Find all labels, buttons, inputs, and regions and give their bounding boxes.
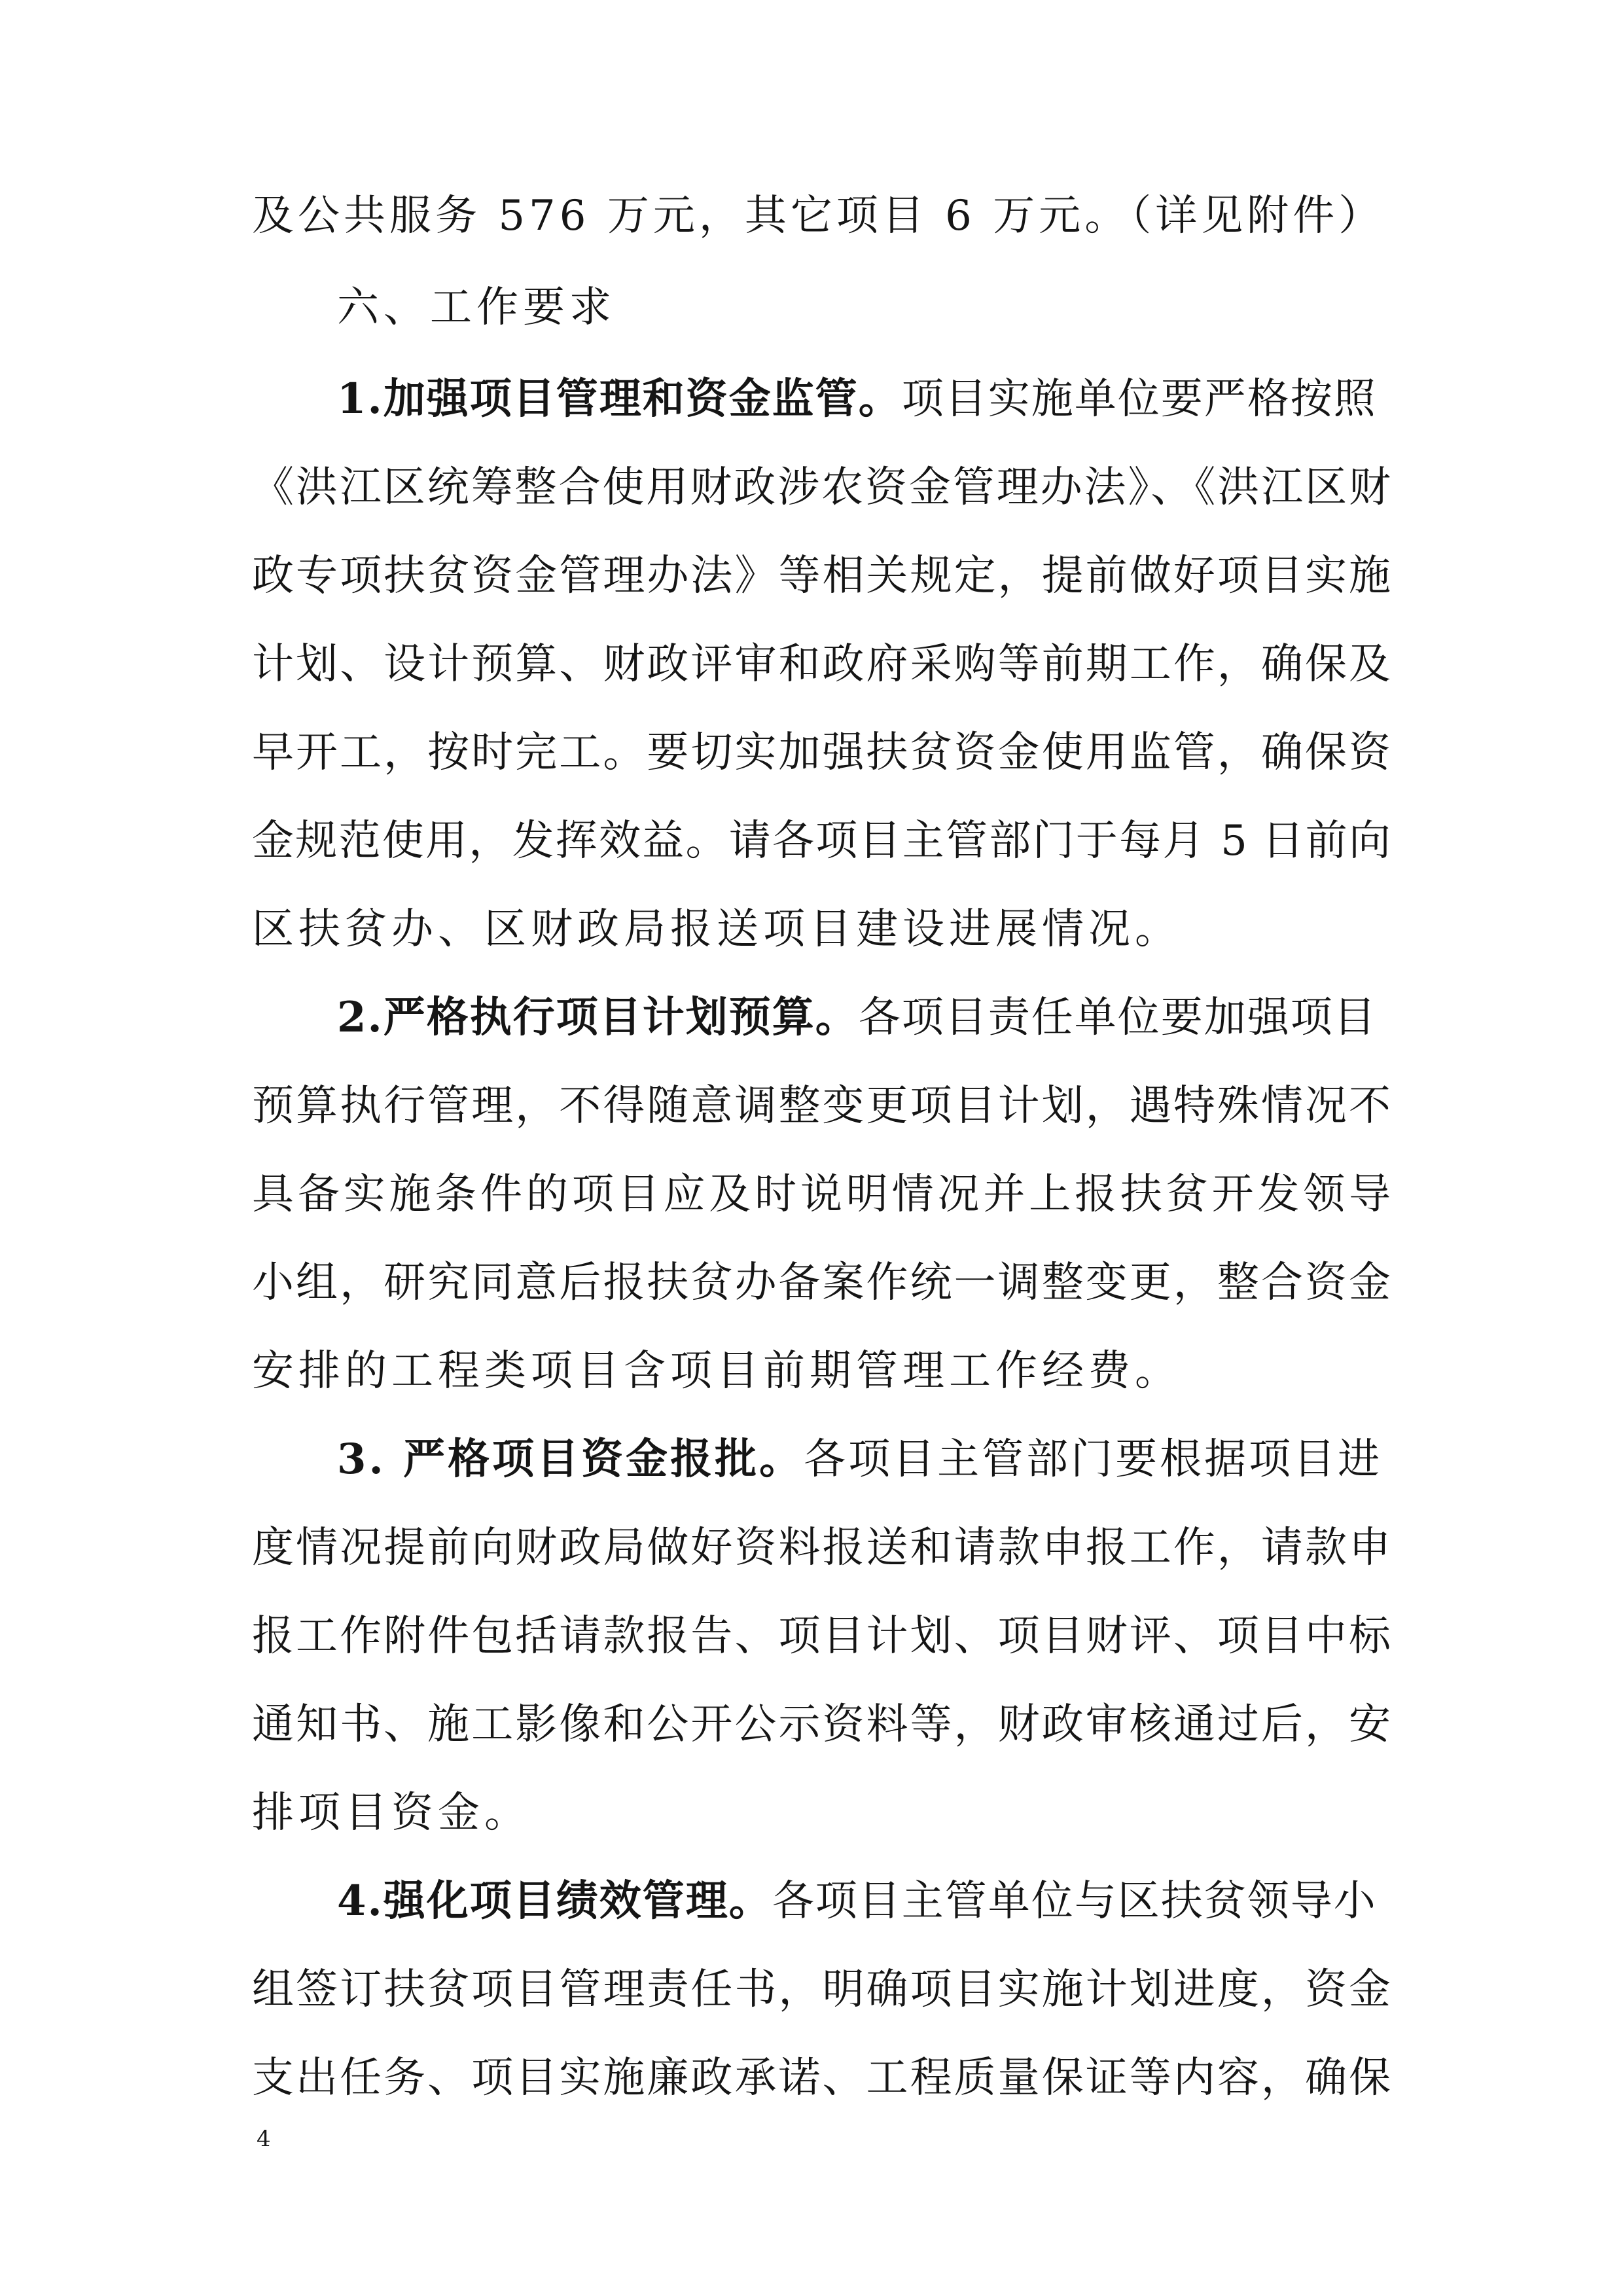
paragraph-4-heading: 4.强化项目绩效管理。	[337, 1876, 772, 1926]
paragraph-3-lead: 各项目主管部门要根据项目进	[804, 1435, 1383, 1484]
text-line: 《洪江区统筹整合使用财政涉农资金管理办法》、《洪江区财	[252, 463, 1391, 512]
text-line: 及公共服务 576 万元，其它项目 6 万元。（详见附件）	[252, 192, 1385, 240]
page-number: 4	[257, 2126, 271, 2152]
paragraph-3-first-line	[337, 1433, 1391, 1486]
text-line: 政专项扶贫资金管理办法》等相关规定，提前做好项目实施	[252, 552, 1391, 600]
text-line: 具备实施条件的项目应及时说明情况并上报扶贫开发领导	[252, 1170, 1391, 1219]
text-line: 组签订扶贫项目管理责任书，明确项目实施计划进度，资金	[252, 1965, 1391, 2014]
paragraph-2-heading: 2.严格执行项目计划预算。	[337, 993, 859, 1042]
paragraph-1-heading: 1.加强项目管理和资金监管。	[337, 374, 902, 423]
paragraph-4-lead: 各项目主管单位与区扶贫领导小	[772, 1877, 1377, 1926]
paragraph-2-first-line	[337, 992, 1391, 1044]
text-line: 安排的工程类项目含项目前期管理工作经费。	[252, 1347, 1181, 1395]
text-line: 通知书、施工影像和公开公示资料等，财政审核通过后，安	[252, 1700, 1391, 1749]
text-line: 排项目资金。	[252, 1789, 531, 1837]
section-heading-work-requirements: 六、工作要求	[337, 283, 616, 332]
paragraph-4-first-line	[337, 1875, 1391, 1928]
paragraph-3-heading: 3. 严格项目资金报批。	[337, 1435, 804, 1484]
text-line: 预算执行管理，不得随意调整变更项目计划，遇特殊情况不	[252, 1082, 1391, 1130]
text-line: 报工作附件包括请款报告、项目计划、项目财评、项目中标	[252, 1612, 1391, 1660]
text-line: 计划、设计预算、财政评审和政府采购等前期工作，确保及	[252, 640, 1391, 689]
text-line: 金规范使用，发挥效益。请各项目主管部门于每月 5 日前向	[252, 817, 1391, 865]
paragraph-1-first-line	[337, 373, 1391, 425]
text-line: 度情况提前向财政局做好资料报送和请款申报工作，请款申	[252, 1524, 1391, 1572]
text-line: 支出任务、项目实施廉政承诺、工程质量保证等内容，确保	[252, 2054, 1391, 2102]
text-line: 区扶贫办、区财政局报送项目建设进展情况。	[252, 905, 1181, 954]
text-line: 小组，研究同意后报扶贫办备案作统一调整变更，整合资金	[252, 1259, 1391, 1307]
text-line: 早开工，按时完工。要切实加强扶贫资金使用监管，确保资	[252, 728, 1391, 777]
paragraph-1-lead: 项目实施单位要严格按照	[901, 375, 1377, 423]
paragraph-2-lead: 各项目责任单位要加强项目	[858, 994, 1377, 1042]
